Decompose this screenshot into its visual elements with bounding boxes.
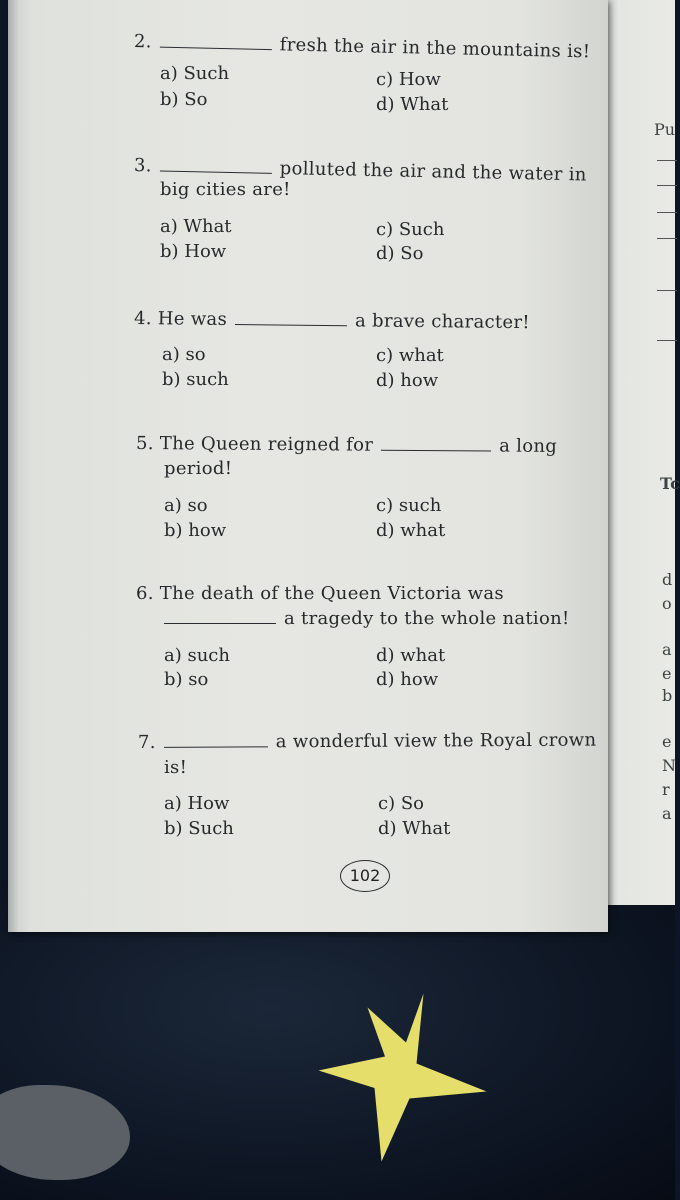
question-text: a wonderful view the Royal crown bbox=[275, 729, 597, 753]
option: b) How bbox=[160, 241, 227, 262]
option: c) So bbox=[378, 793, 424, 814]
facing-rule bbox=[657, 290, 677, 291]
option: d) how bbox=[376, 370, 439, 391]
option: a) so bbox=[162, 344, 206, 365]
option: d) What bbox=[378, 818, 451, 839]
answer-blank bbox=[160, 33, 272, 51]
question-number: 3. bbox=[133, 155, 153, 177]
question-number: 5. The Queen reigned for bbox=[135, 433, 374, 456]
facing-fragment: N bbox=[662, 756, 676, 775]
facing-fragment: Tc bbox=[660, 474, 680, 493]
option: d) what bbox=[376, 520, 446, 541]
option: c) Such bbox=[376, 219, 445, 240]
option: c) what bbox=[376, 345, 444, 366]
question-text: fresh the air in the mountains is! bbox=[279, 34, 591, 63]
option: a) Such bbox=[160, 63, 230, 84]
answer-blank bbox=[381, 436, 491, 452]
facing-fragment: b bbox=[662, 686, 673, 705]
facing-fragment: d bbox=[662, 570, 673, 589]
answer-blank bbox=[164, 609, 276, 624]
option: b) so bbox=[164, 669, 209, 690]
facing-fragment: a bbox=[662, 804, 672, 823]
answer-blank bbox=[160, 157, 272, 174]
question-6-stem: 6. The death of the Queen Victoria was bbox=[136, 583, 504, 604]
star-icon bbox=[315, 990, 490, 1165]
option: a) such bbox=[164, 645, 230, 666]
question-5-stem-line2: period! bbox=[164, 458, 233, 479]
star-shape bbox=[319, 994, 487, 1162]
facing-fragment: e bbox=[662, 664, 672, 683]
facing-fragment: Pu bbox=[654, 120, 676, 139]
facing-page bbox=[600, 0, 680, 905]
question-number: 7. bbox=[137, 731, 156, 753]
book-page bbox=[8, 0, 608, 932]
question-5-stem bbox=[136, 432, 557, 459]
option: b) such bbox=[162, 369, 229, 390]
option: d) what bbox=[376, 645, 446, 666]
option: b) Such bbox=[164, 818, 234, 839]
question-number: 4. He was bbox=[133, 308, 228, 330]
facing-rule bbox=[657, 160, 677, 161]
option: d) So bbox=[376, 243, 424, 264]
page-number: 102 bbox=[340, 860, 390, 892]
option: b) So bbox=[160, 89, 208, 110]
facing-rule bbox=[657, 185, 677, 186]
facing-fragment: e bbox=[662, 732, 672, 751]
question-text: a tragedy to the whole nation! bbox=[284, 608, 570, 629]
answer-blank bbox=[164, 732, 268, 748]
option: d) how bbox=[376, 669, 439, 690]
question-6-stem-line2 bbox=[164, 607, 570, 631]
facing-rule bbox=[657, 238, 677, 239]
facing-fragment: r bbox=[662, 780, 670, 799]
option: a) What bbox=[160, 216, 232, 237]
option: c) How bbox=[376, 69, 441, 90]
question-text: polluted the air and the water in bbox=[279, 158, 587, 186]
question-number: 2. bbox=[133, 31, 153, 53]
option: d) What bbox=[376, 94, 449, 115]
facing-rule bbox=[657, 340, 677, 341]
question-text: a brave character! bbox=[354, 310, 530, 334]
facing-fragment: a bbox=[662, 640, 672, 659]
question-7-stem bbox=[138, 729, 597, 755]
question-text: a long bbox=[499, 435, 558, 457]
question-4-stem bbox=[134, 307, 530, 335]
page-binding-shadow bbox=[8, 0, 20, 932]
option: c) such bbox=[376, 495, 442, 516]
facing-fragment: o bbox=[662, 594, 672, 613]
option: b) how bbox=[164, 520, 227, 541]
option: a) so bbox=[164, 495, 208, 516]
facing-rule bbox=[657, 212, 677, 213]
question-3-stem-line2: big cities are! bbox=[160, 179, 291, 200]
question-7-stem-line2: is! bbox=[164, 757, 188, 778]
option: a) How bbox=[164, 793, 230, 814]
answer-blank bbox=[235, 310, 347, 326]
